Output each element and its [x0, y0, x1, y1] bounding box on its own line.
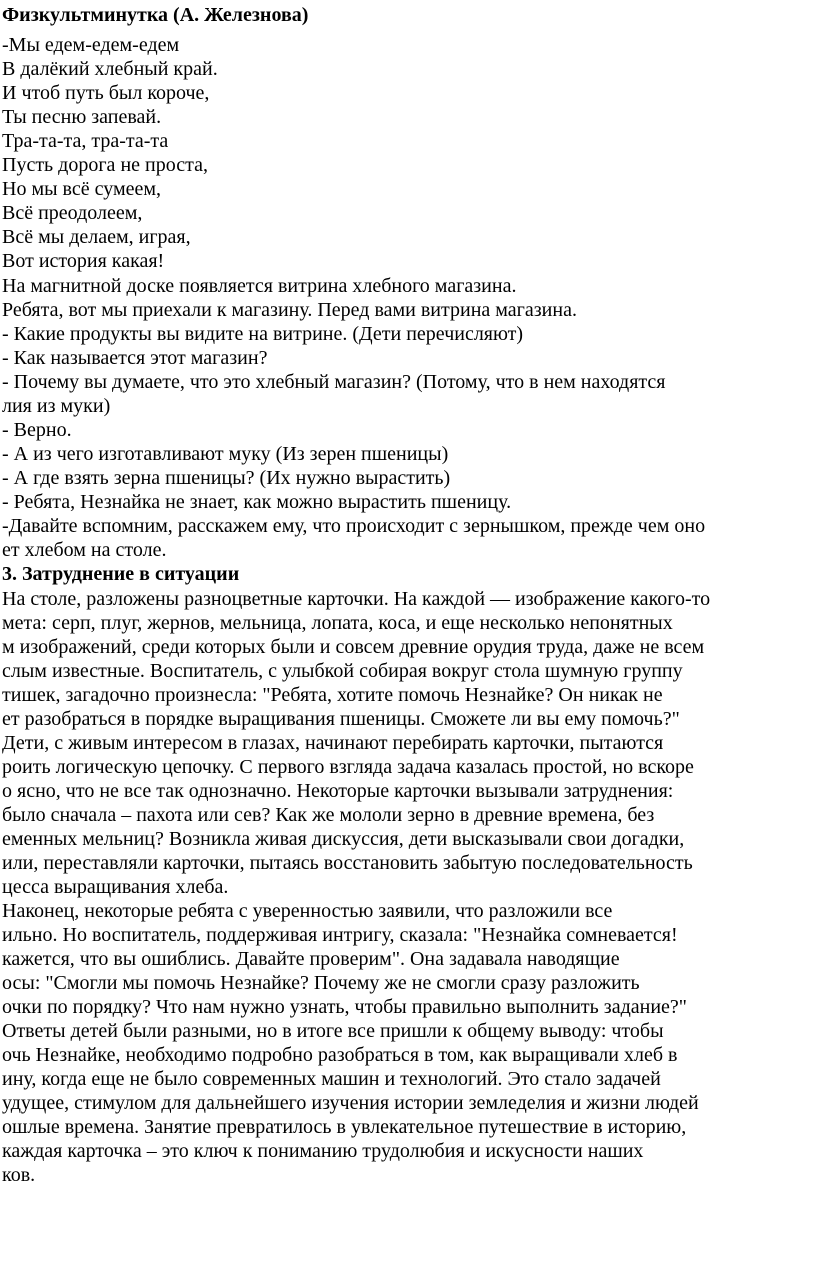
- paragraph-line: о ясно, что не все так однозначно. Некоторые карточки вызывали затруднения:: [2, 780, 674, 802]
- paragraph-line: каждая карточка – это ключ к пониманию трудолюбия и искусности наших: [2, 1140, 644, 1162]
- paragraph-line: удущее, стимулом для дальнейшего изучения истории земледелия и жизни людей: [2, 1092, 699, 1114]
- dialogue-line: Ребята, вот мы приехали к магазину. Перед вами витрина магазина.: [2, 299, 577, 321]
- poem-line: И чтоб путь был короче,: [2, 82, 210, 104]
- paragraph-line: осы: "Смогли мы помочь Незнайке? Почему же не смогли сразу разложить: [2, 972, 640, 994]
- poem-line: Вот история какая!: [2, 250, 165, 272]
- poem-line: Ты песню запевай.: [2, 106, 162, 128]
- dialogue-line: - А из чего изготавливают муку (Из зерен пшеницы): [2, 443, 449, 465]
- dialogue-line: -Давайте вспомним, расскажем ему, что происходит с зернышком, прежде чем оно: [2, 515, 706, 537]
- paragraph-line: очки по порядку? Что нам нужно узнать, чтобы правильно выполнить задание?": [2, 996, 687, 1018]
- paragraph-line: ильно. Но воспитатель, поддерживая интригу, сказала: "Незнайка сомневается!: [2, 924, 678, 946]
- paragraph-line: Дети, с живым интересом в глазах, начинают перебирать карточки, пытаются: [2, 732, 664, 754]
- paragraph-line: было сначала – пахота или сев? Как же мололи зерно в древние времена, без: [2, 804, 655, 826]
- dialogue-line: лия из муки): [2, 395, 111, 417]
- paragraph-line: еменных мельниц? Возникла живая дискуссия, дети высказывали свои догадки,: [2, 828, 685, 850]
- paragraph-line: роить логическую цепочку. С первого взгляда задача казалась простой, но вскоре: [2, 756, 694, 778]
- poem-line: В далёкий хлебный край.: [2, 58, 218, 80]
- dialogue-line: - А где взять зерна пшеницы? (Их нужно вырастить): [2, 467, 451, 489]
- paragraph-line: ет разобраться в порядке выращивания пшеницы. Сможете ли вы ему помочь?": [2, 708, 680, 730]
- paragraph-line: Наконец, некоторые ребята с уверенностью заявили, что разложили все: [2, 900, 613, 922]
- dialogue-line: - Какие продукты вы видите на витрине. (Дети перечисляют): [2, 323, 524, 345]
- poem-line: Тра-та-та, тра-та-та: [2, 130, 169, 152]
- paragraph-line: ошлые времена. Занятие превратилось в увлекательное путешествие в историю,: [2, 1116, 687, 1138]
- section-heading: 3. Затруднение в ситуации: [2, 563, 240, 585]
- paragraph-line: м изображений, среди которых были и совсем древние орудия труда, даже не всем: [2, 636, 705, 658]
- paragraph-line: очь Незнайке, необходимо подробно разобраться в том, как выращивали хлеб в: [2, 1044, 678, 1066]
- paragraph-line: мета: серп, плуг, жернов, мельница, лопата, коса, и еще несколько непонятных: [2, 612, 673, 634]
- dialogue-line: На магнитной доске появляется витрина хлебного магазина.: [2, 275, 517, 297]
- paragraph-line: На столе, разложены разноцветные карточки. На каждой — изображение какого-то: [2, 588, 711, 610]
- paragraph-line: ину, когда еще не было современных машин и технологий. Это стало задачей: [2, 1068, 661, 1090]
- poem-line: Но мы всё сумеем,: [2, 178, 162, 200]
- dialogue-line: - Как называется этот магазин?: [2, 347, 268, 369]
- paragraph-line: кажется, что вы ошиблись. Давайте проверим". Она задавала наводящие: [2, 948, 620, 970]
- poem-line: Всё мы делаем, играя,: [2, 226, 191, 248]
- paragraph-line: Ответы детей были разными, но в итоге все пришли к общему выводу: чтобы: [2, 1020, 664, 1042]
- paragraph-line: тишек, загадочно произнесла: "Ребята, хотите помочь Незнайке? Он никак не: [2, 684, 663, 706]
- poem-line: Пусть дорога не проста,: [2, 154, 208, 176]
- heading-line: Физкультминутка (А. Железнова): [2, 4, 309, 26]
- paragraph-line: или, переставляли карточки, пытаясь восстановить забытую последовательность: [2, 852, 693, 874]
- dialogue-line: ет хлебом на столе.: [2, 539, 167, 561]
- poem-line: -Мы едем-едем-едем: [2, 34, 180, 56]
- dialogue-line: - Ребята, Незнайка не знает, как можно вырастить пшеницу.: [2, 491, 512, 513]
- paragraph-line: цесса выращивания хлеба.: [2, 876, 229, 898]
- dialogue-line: - Почему вы думаете, что это хлебный магазин? (Потому, что в нем находятся: [2, 371, 666, 393]
- paragraph-line: слым известные. Воспитатель, с улыбкой собирая вокруг стола шумную группу: [2, 660, 683, 682]
- dialogue-line: - Верно.: [2, 419, 72, 441]
- paragraph-line: ков.: [2, 1164, 36, 1186]
- poem-line: Всё преодолеем,: [2, 202, 143, 224]
